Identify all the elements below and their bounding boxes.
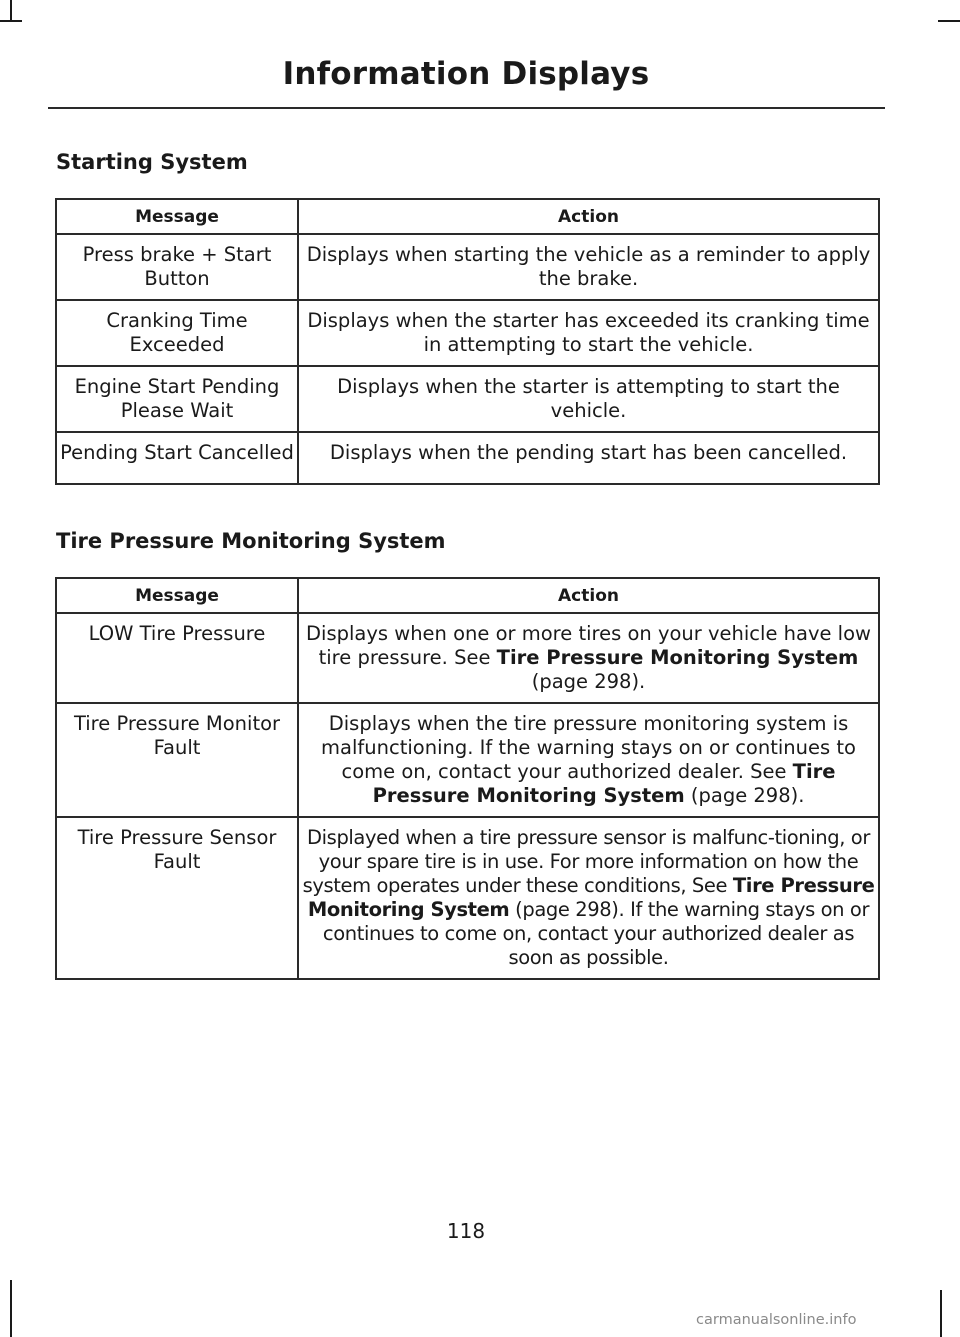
message-cell: Engine Start Pending Please Wait (56, 366, 298, 432)
page-reference: (page 298). (531, 670, 646, 693)
action-text-continued: (page 298). If the warning stays on or continues to come on, contact your authorized dealer as soon as possible. (322, 898, 870, 969)
cross-reference-link[interactable]: Tire Pressure Monitoring System (307, 874, 875, 921)
page-number: 118 (446, 1219, 486, 1243)
action-cell (298, 703, 879, 817)
cross-reference-link[interactable]: Tire Pressure Monitoring System (372, 760, 836, 807)
action-cell (298, 817, 879, 979)
page-reference: (page 298). (684, 784, 805, 807)
message-cell: Cranking Time Exceeded (56, 300, 298, 366)
action-cell: Displays when the starter has exceeded its cranking time in attempting to start the vehicle. (298, 300, 879, 366)
column-header-action: Action (298, 199, 879, 234)
table-header-row (56, 199, 879, 234)
action-text: Displays when one or more tires on your vehicle have low tire pressure. See (306, 622, 871, 669)
action-cell: Displays when the pending start has been cancelled. (298, 432, 879, 484)
message-cell: Press brake + Start Button (56, 234, 298, 300)
column-header-message: Message (56, 578, 298, 613)
crop-mark-bottom-left-v (10, 1280, 12, 1337)
header-divider (48, 107, 885, 109)
table-row (56, 234, 879, 300)
section-heading-tpms: Tire Pressure Monitoring System (56, 529, 446, 553)
crop-mark-top-right-h (938, 20, 960, 22)
action-cell (298, 613, 879, 703)
column-header-message: Message (56, 199, 298, 234)
crop-mark-top-left-h (0, 20, 22, 22)
watermark: carmanualsonline.info (696, 1312, 857, 1328)
table-header-row (56, 578, 879, 613)
table-row (56, 703, 879, 817)
action-cell: Displays when starting the vehicle as a reminder to apply the brake. (298, 234, 879, 300)
crop-mark-bottom-right-v (940, 1290, 942, 1337)
chapter-title: Information Displays (282, 56, 650, 92)
starting-system-table (55, 198, 880, 485)
table-row (56, 613, 879, 703)
table-row (56, 300, 879, 366)
cross-reference-link[interactable]: Tire Pressure Monitoring System (496, 646, 859, 669)
table-row (56, 366, 879, 432)
column-header-action: Action (298, 578, 879, 613)
message-cell: Pending Start Cancelled (56, 432, 298, 484)
action-text: Displayed when a tire pressure sensor is malfunc-tioning, or your spare tire is in use. For more information on how the system operates under these conditions, See (302, 826, 870, 897)
tpms-table (55, 577, 880, 980)
table-row (56, 432, 879, 484)
action-text: Displays when the tire pressure monitoring system is malfunctioning. If the warning stays on or continues to come on, contact your authorized dealer. See (321, 712, 856, 783)
section-heading-starting-system: Starting System (56, 150, 248, 174)
message-cell: LOW Tire Pressure (56, 613, 298, 703)
message-cell: Tire Pressure Monitor Fault (56, 703, 298, 817)
action-cell: Displays when the starter is attempting to start the vehicle. (298, 366, 879, 432)
table-row (56, 817, 879, 979)
message-cell: Tire Pressure Sensor Fault (56, 817, 298, 979)
crop-mark-top-left-v (10, 0, 12, 22)
